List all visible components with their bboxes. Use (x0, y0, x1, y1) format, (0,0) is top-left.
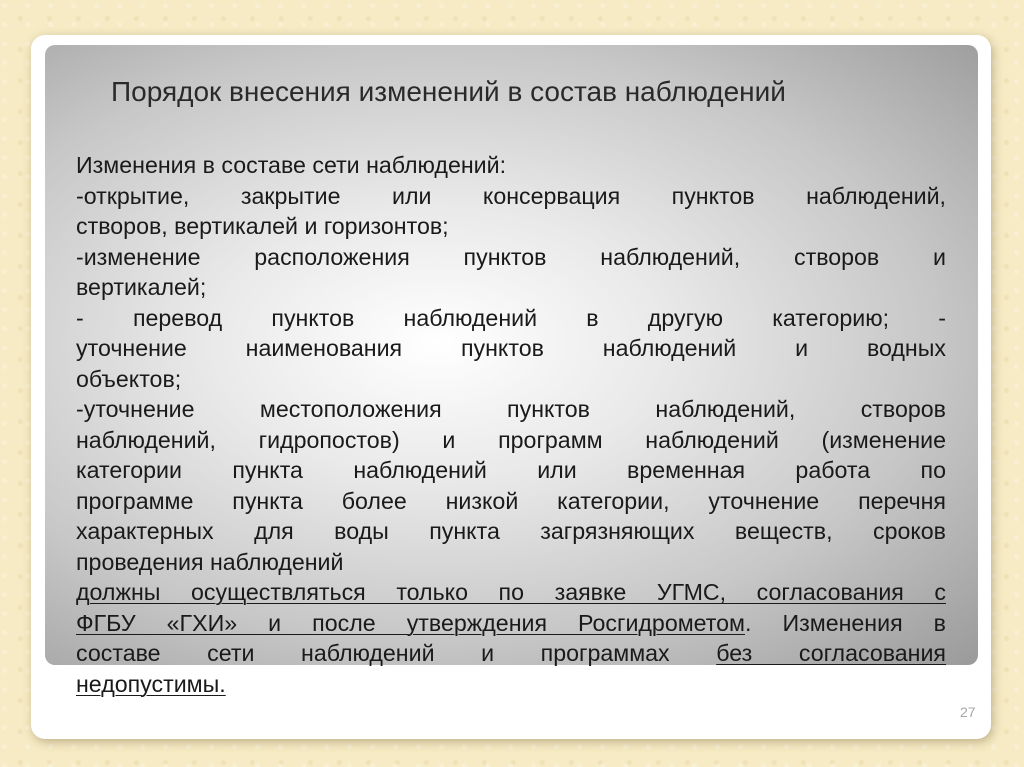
underlined-approval: ФГБУ «ГХИ» и после утверждения Росгидрометом (76, 609, 745, 636)
slide-title: Порядок внесения изменений в состав наблюдений (111, 76, 786, 107)
body-line: объектов; (76, 365, 182, 392)
slide-body (76, 150, 946, 699)
body-line: уточнение наименования пунктов наблюдений и водных (76, 335, 946, 361)
body-line: категории пункта наблюдений или временная работа по (76, 457, 946, 483)
body-line: -открытие, закрытие или консервация пунктов наблюдений, (76, 182, 946, 209)
body-line: створов, вертикалей и горизонтов; (76, 213, 449, 239)
underlined-without-approval: без согласования (716, 640, 946, 666)
slide-number: 27 (960, 704, 976, 720)
body-line: наблюдений, гидропостов) и программ наблюдений (изменение (76, 426, 946, 453)
body-line: Изменения в составе сети наблюдений: (76, 152, 507, 178)
body-line: вертикалей; (76, 274, 207, 300)
body-line: проведения наблюдений (76, 548, 344, 575)
body-line: - перевод пунктов наблюдений в другую категорию; - (76, 304, 946, 331)
underlined-requirement: должны осуществляться только по заявке УГМС, согласования с (76, 579, 946, 605)
body-text: . Изменения в (744, 609, 946, 636)
body-line: программе пункта более низкой категории, уточнение перечня (76, 487, 946, 514)
underlined-not-allowed: недопустимы. (76, 670, 226, 697)
body-line: -изменение расположения пунктов наблюдений, створов и (76, 243, 946, 270)
body-line: -уточнение местоположения пунктов наблюдений, створов (76, 396, 946, 422)
body-line: характерных для воды пункта загрязняющих веществ, сроков (76, 518, 946, 544)
body-text: составе сети наблюдений и программах (76, 640, 717, 666)
body-line (76, 669, 946, 700)
body-line (76, 608, 946, 639)
body-line (76, 638, 946, 669)
